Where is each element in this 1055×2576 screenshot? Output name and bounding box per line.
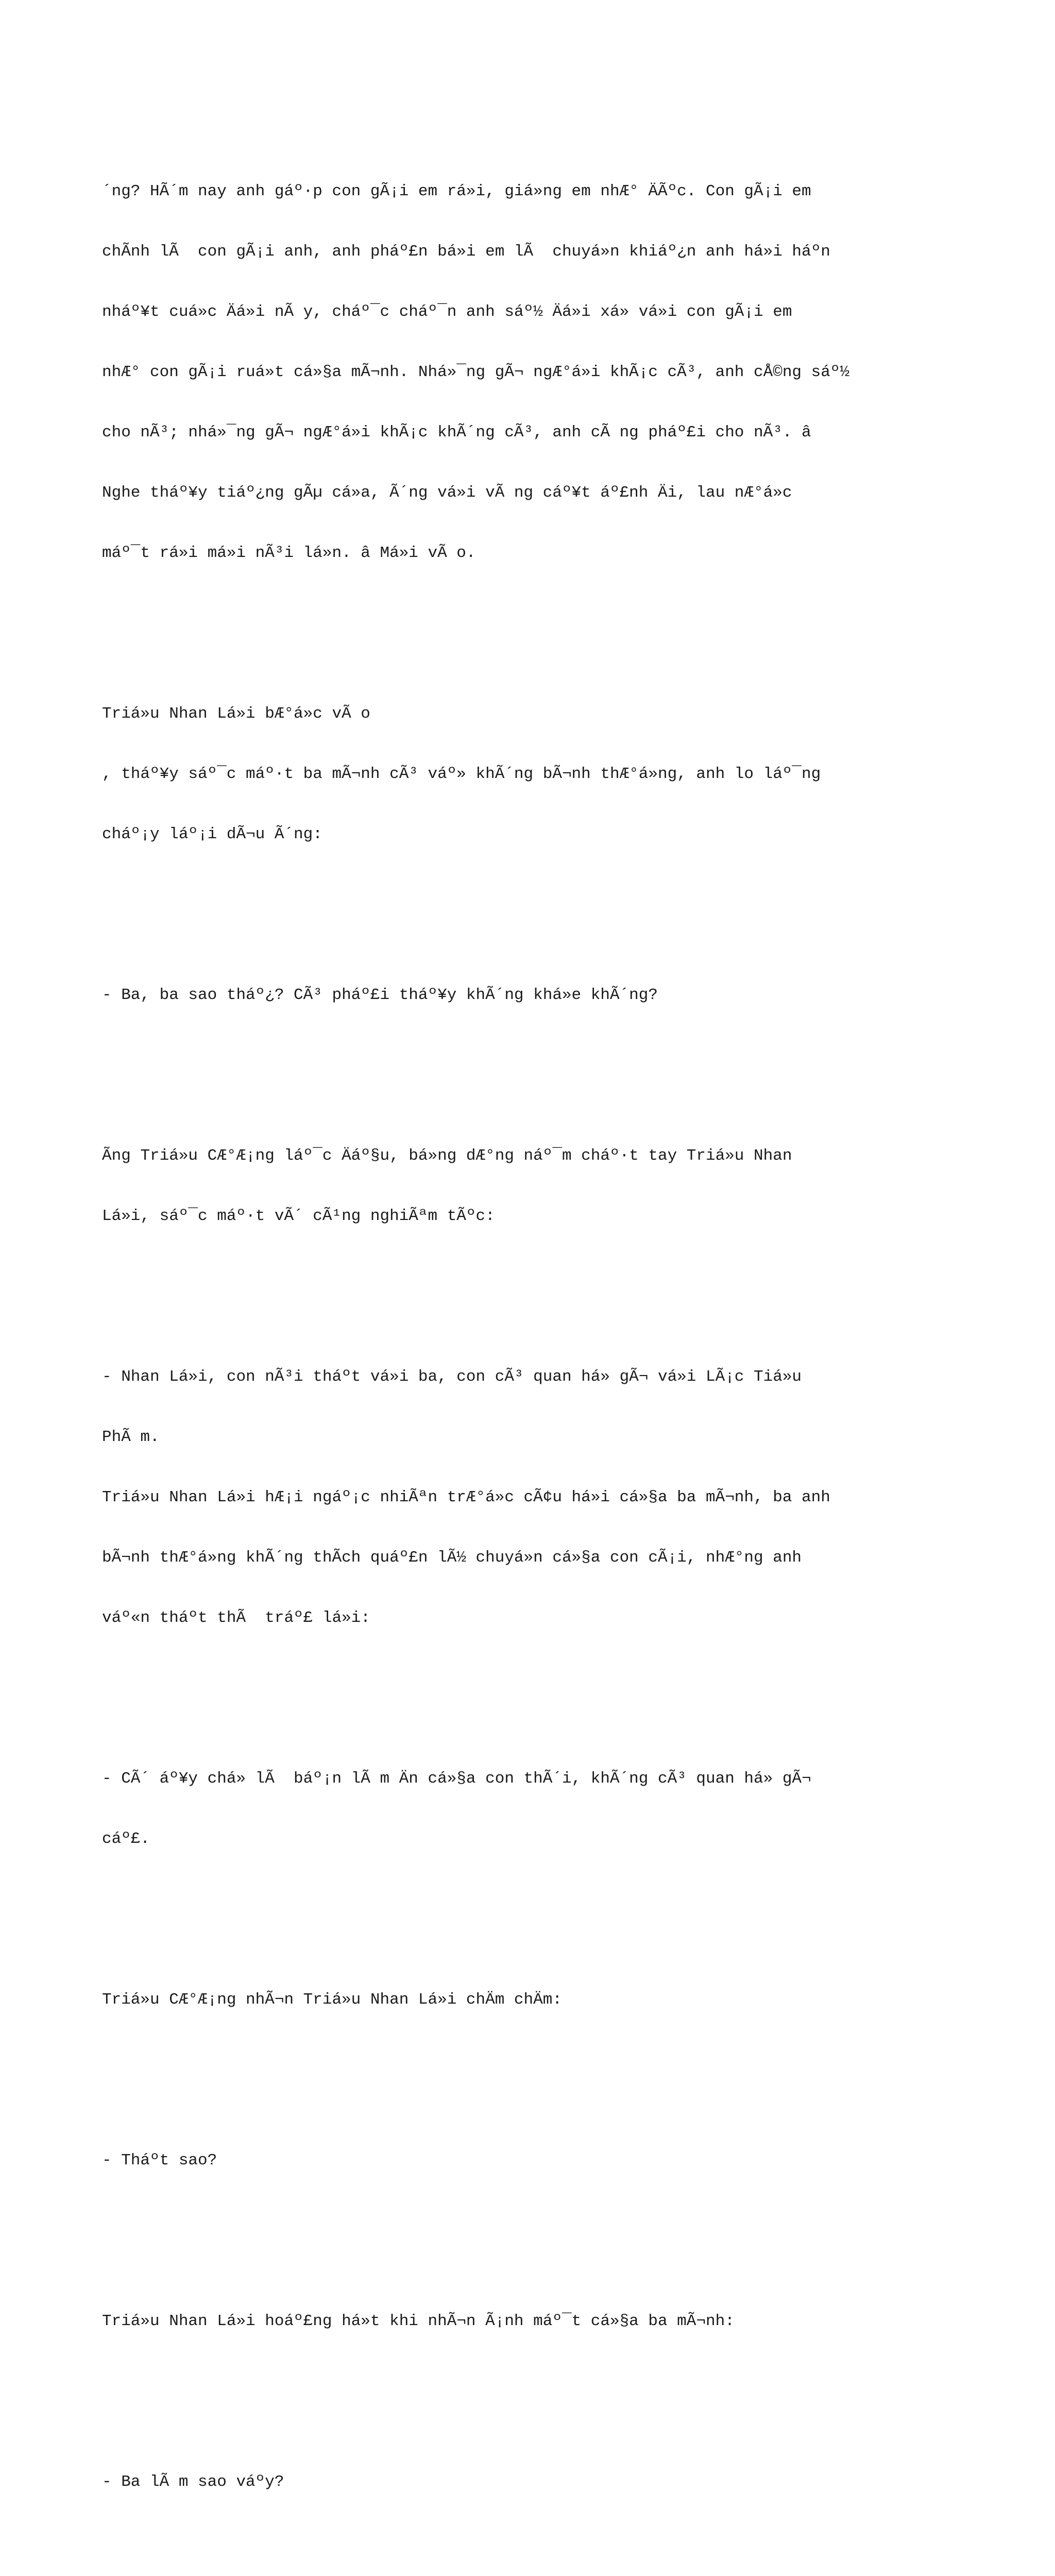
text-line: váº«n tháºt thÃ tráº£ lá»i: [102, 1609, 370, 1627]
paragraph [102, 2432, 988, 2532]
text-line: - Ba, ba sao tháº¿? CÃ³ pháº£i tháº¥y khÃ´ng khá»e khÃ´ng? [102, 986, 658, 1004]
text-line: Lá»i, sáº¯c máº·t vÃ´ cÃ¹ng nghiÃªm tÃºc: [102, 1207, 495, 1225]
paragraph [102, 1728, 988, 1889]
text-line: - Ba lÃ m sao váºy? [102, 2473, 284, 2491]
text-line: máº¯t rá»i má»i nÃ³i lá»n. â Má»i vÃ o. [102, 544, 476, 562]
text-line: , tháº¥y sáº¯c máº·t ba mÃ¬nh cÃ³ váº» khÃ´ng bÃ¬nh thÆ°á»ng, anh lo láº¯ng [102, 765, 821, 783]
paragraph [102, 1950, 988, 2050]
paragraph [102, 1327, 988, 1668]
text-line: cho nÃ³; nhá»¯ng gÃ¬ ngÆ°á»i khÃ¡c khÃ´ng cÃ³, anh cÃ ng pháº£i cho nÃ³. â [102, 423, 811, 442]
text-line: Ãng Triá»u CÆ°Æ¡ng láº¯c Äáº§u, bá»ng dÆ°ng náº¯m cháº·t tay Triá»u Nhan [102, 1147, 792, 1165]
text-line: Triá»u Nhan Lá»i hoáº£ng há»t khi nhÃ¬n Ã¡nh máº¯t cá»§a ba mÃ¬nh: [102, 2312, 735, 2330]
text-line: - CÃ´ áº¥y chá» lÃ báº¡n lÃ m Än cá»§a con thÃ´i, khÃ´ng cÃ³ quan há» gÃ¬ [102, 1770, 811, 1788]
text-line: - Nhan Lá»i, con nÃ³i tháºt vá»i ba, con cÃ³ quan há» gÃ¬ vá»i LÃ¡c Tiá»u [102, 1368, 802, 1386]
text-line: chÃnh lÃ con gÃ¡i anh, anh pháº£n bá»i em lÃ chuyá»n khiáº¿n anh há»i háºn [102, 243, 830, 261]
paragraph [102, 2271, 988, 2371]
text-line: ´ng? HÃ´m nay anh gáº·p con gÃ¡i em rá»i, giá»ng em nhÆ° ÄÃºc. Con gÃ¡i em [102, 182, 811, 200]
text-line: Triá»u Nhan Lá»i hÆ¡i ngáº¡c nhiÃªn trÆ°á»c cÃ¢u há»i cá»§a ba mÃ¬nh, ba anh [102, 1488, 830, 1506]
paragraph [102, 141, 988, 603]
text-line: nhÆ° con gÃ¡i ruá»t cá»§a mÃ¬nh. Nhá»¯ng gÃ¬ ngÆ°á»i khÃ¡c cÃ³, anh cÅ©ng sáº½ [102, 363, 850, 381]
text-line: cáº£. [102, 1830, 150, 1848]
text-line: Triá»u CÆ°Æ¡ng nhÃ¬n Triá»u Nhan Lá»i chÄm chÄm: [102, 1991, 562, 2009]
text-line: - Tháºt sao? [102, 2151, 217, 2170]
text-line: PhÃ m. [102, 1428, 160, 1446]
text-line: nháº¥t cuá»c Äá»i nÃ y, cháº¯c cháº¯n anh sáº½ Äá»i xá» vá»i con gÃ¡i em [102, 303, 792, 321]
paragraph [102, 1106, 988, 1266]
text-line: Triá»u Nhan Lá»i bÆ°á»c vÃ o [102, 705, 370, 723]
text-line: bÃ¬nh thÆ°á»ng khÃ´ng thÃch quáº£n lÃ½ chuyá»n cá»§a con cÃ¡i, nhÆ°ng anh [102, 1549, 802, 1567]
document-page [102, 101, 988, 2576]
text-line: cháº¡y láº¡i dÃ¬u Ã´ng: [102, 825, 322, 843]
paragraph [102, 664, 988, 885]
paragraph [102, 945, 988, 1045]
paragraph [102, 2110, 988, 2211]
text-line: Nghe tháº¥y tiáº¿ng gÃµ cá»a, Ã´ng vá»i vÃ ng cáº¥t áº£nh Äi, lau nÆ°á»c [102, 484, 792, 502]
